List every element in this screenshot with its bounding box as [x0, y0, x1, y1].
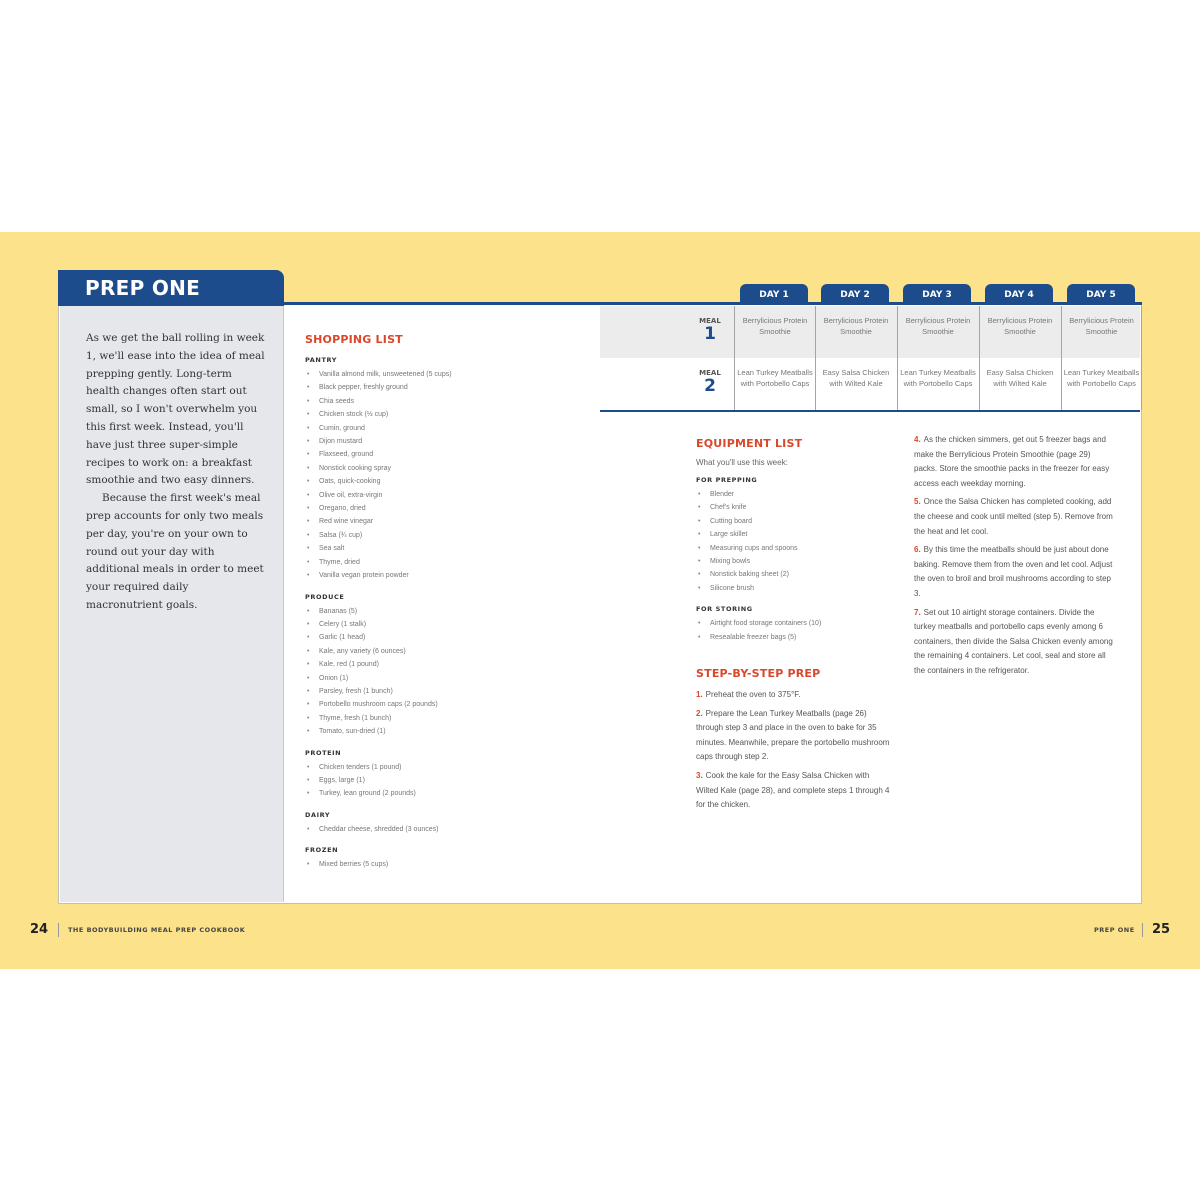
- steps-column-2: [914, 433, 1114, 683]
- meal-cell: Berrylicious Protein Smoothie: [1061, 306, 1142, 358]
- equipment-intro: What you'll use this week:: [696, 458, 788, 467]
- list-item: • Dijon mustard: [305, 435, 555, 448]
- list-item: • Onion (1): [305, 672, 555, 685]
- step-number: 3.: [696, 770, 703, 780]
- meal-cell: Berrylicious Protein Smoothie: [897, 306, 978, 358]
- list-item: • Olive oil, extra-virgin: [305, 489, 555, 502]
- meal-word: MEAL: [699, 369, 721, 377]
- list-item: • Turkey, lean ground (2 pounds): [305, 787, 555, 800]
- step-item: [696, 769, 892, 813]
- section-footer: PREP ONE: [1094, 926, 1135, 934]
- step-item: [914, 606, 1114, 679]
- step-number: 4.: [914, 435, 921, 444]
- list-item: • Cutting board: [696, 515, 896, 528]
- dairy-list: [305, 823, 555, 836]
- meal-cell: Lean Turkey Meatballs with Portobello Caps: [734, 358, 815, 410]
- storing-label: FOR STORING: [696, 605, 753, 614]
- list-item: • Flaxseed, ground: [305, 448, 555, 461]
- list-item: • Tomato, sun-dried (1): [305, 725, 555, 738]
- step-number: 2.: [696, 708, 703, 718]
- list-item: • Garlic (1 head): [305, 631, 555, 644]
- step-text: Preheat the oven to 375°F.: [705, 690, 801, 699]
- step-text: As the chicken simmers, get out 5 freezer bags and make the Berrylicious Protein Smoothie (page 29) packs. Store the smoothie packs in the freezer for easy access each weekday morning.: [914, 435, 1110, 488]
- list-item: • Silicone brush: [696, 582, 896, 595]
- page-title: PREP ONE: [85, 276, 201, 300]
- meal-cell: Berrylicious Protein Smoothie: [815, 306, 896, 358]
- meal-cell: Lean Turkey Meatballs with Portobello Caps: [1061, 358, 1142, 410]
- meal-row-2: [600, 358, 1140, 412]
- intro-paragraph-2: Because the first week's meal prep accounts for only two meals per day, you're on your own to round out your day with additional meals in order to meet your required daily macronutrient goals.: [86, 492, 264, 611]
- footer-separator: [1142, 923, 1143, 937]
- step-item: [696, 707, 892, 765]
- right-page-number: 25: [1152, 922, 1171, 937]
- day-tab-4: DAY 4: [985, 284, 1053, 305]
- list-item: • Mixed berries (5 cups): [305, 858, 555, 871]
- pantry-list: [305, 368, 555, 583]
- step-text: By this time the meatballs should be just about done baking. Remove them from the oven and let cool. Adjust the oven to broil and broil mushrooms according to step 3.: [914, 545, 1113, 598]
- step-by-step-heading: STEP-BY-STEP PREP: [696, 667, 821, 680]
- day-tab-2: DAY 2: [821, 284, 889, 305]
- list-item: • Oats, quick-cooking: [305, 475, 555, 488]
- meal-number: 1: [704, 324, 716, 344]
- meal-cell: Berrylicious Protein Smoothie: [734, 306, 815, 358]
- pantry-label: PANTRY: [305, 356, 338, 364]
- prepping-label: FOR PREPPING: [696, 476, 758, 484]
- list-item: • Large skillet: [696, 528, 896, 541]
- list-item: • Eggs, large (1): [305, 774, 555, 787]
- step-item: [914, 495, 1114, 539]
- day-tab-1: DAY 1: [740, 284, 808, 305]
- day-tab-3: DAY 3: [903, 284, 971, 305]
- list-item: • Chef's knife: [696, 501, 896, 514]
- left-page-number: 24: [30, 922, 49, 937]
- list-item: • Cheddar cheese, shredded (3 ounces): [305, 823, 555, 836]
- book-title-footer: THE BODYBUILDING MEAL PREP COOKBOOK: [68, 926, 246, 934]
- step-number: 6.: [914, 545, 921, 555]
- list-item: • Kale, red (1 pound): [305, 658, 555, 671]
- list-item: • Kale, any variety (6 ounces): [305, 645, 555, 658]
- storing-list: [696, 617, 896, 644]
- step-number: 5.: [914, 497, 921, 507]
- list-item: • Thyme, dried: [305, 556, 555, 569]
- shopping-list: [305, 356, 555, 882]
- list-item: • Salsa (¾ cup): [305, 529, 555, 542]
- list-item: • Thyme, fresh (1 bunch): [305, 712, 555, 725]
- intro-paragraph-1: As we get the ball rolling in week 1, we'll ease into the idea of meal prepping gently. Long-term health changes often start out small, so I won't overwhelm you this first week. Instead, you'll have just three super-simple recipes to work on: a breakfast smoothie and two easy dinners.: [86, 332, 265, 487]
- step-text: Cook the kale for the Easy Salsa Chicken with Wilted Kale (page 28), and complete steps 1 through 4 for the chicken.: [696, 770, 890, 810]
- frozen-label: FROZEN: [305, 846, 339, 855]
- shopping-list-heading: SHOPPING LIST: [305, 333, 403, 346]
- day-tab-5: DAY 5: [1067, 284, 1135, 305]
- footer-separator: [58, 923, 59, 937]
- prepping-list: [696, 488, 896, 595]
- step-text: Set out 10 airtight storage containers. Divide the turkey meatballs and portobello caps evenly among 6 containers, then divide the Salsa Chicken evenly among the remaining 4 containers. Let cool, seal and store all the containers in the refrigerator.: [914, 607, 1113, 675]
- list-item: • Red wine vinegar: [305, 515, 555, 528]
- list-item: • Mixing bowls: [696, 555, 896, 568]
- list-item: • Nonstick baking sheet (2): [696, 568, 896, 581]
- list-item: • Celery (1 stalk): [305, 618, 555, 631]
- step-number: 7.: [914, 607, 921, 617]
- step-text: Prepare the Lean Turkey Meatballs (page 26) through step 3 and place in the oven to bake for 35 minutes. Meanwhile, prepare the portobello mushroom caps through step 2.: [696, 708, 890, 762]
- list-item: • Blender: [696, 488, 896, 501]
- list-item: • Vanilla vegan protein powder: [305, 569, 555, 582]
- meal-number: 2: [704, 376, 716, 396]
- list-item: • Cumin, ground: [305, 422, 555, 435]
- list-item: • Portobello mushroom caps (2 pounds): [305, 698, 555, 711]
- list-item: • Black pepper, freshly ground: [305, 381, 555, 394]
- produce-label: PRODUCE: [305, 592, 345, 601]
- list-item: • Oregano, dried: [305, 502, 555, 515]
- list-item: • Measuring cups and spoons: [696, 542, 896, 555]
- meal-1-label: [688, 306, 732, 343]
- dairy-label: DAIRY: [305, 810, 331, 819]
- step-number: 1.: [696, 690, 703, 699]
- protein-list: [305, 761, 555, 801]
- meal-word: MEAL: [699, 317, 721, 325]
- produce-list: [305, 605, 555, 739]
- meal-row-1: [600, 306, 1140, 360]
- frozen-list: [305, 858, 555, 871]
- meal-cell: Lean Turkey Meatballs with Portobello Caps: [897, 358, 978, 410]
- list-item: • Parsley, fresh (1 bunch): [305, 685, 555, 698]
- step-item: [914, 543, 1114, 601]
- meal-2-label: [688, 358, 732, 395]
- steps-column-1: [696, 688, 892, 817]
- list-item: • Resealable freezer bags (5): [696, 631, 896, 644]
- intro-text: [86, 330, 266, 615]
- list-item: • Chia seeds: [305, 395, 555, 408]
- step-text: Once the Salsa Chicken has completed cooking, add the cheese and cook until melted (step 5). Remove from the heat and let cool.: [914, 497, 1113, 536]
- meal-cell: Easy Salsa Chicken with Wilted Kale: [815, 358, 896, 410]
- list-item: • Chicken stock (½ cup): [305, 408, 555, 421]
- list-item: • Airtight food storage containers (10): [696, 617, 896, 630]
- title-tab: [58, 270, 284, 306]
- list-item: • Vanilla almond milk, unsweetened (5 cups): [305, 368, 555, 381]
- equipment-list: [696, 458, 896, 654]
- protein-label: PROTEIN: [305, 748, 342, 757]
- meal-cell: Berrylicious Protein Smoothie: [979, 306, 1060, 358]
- list-item: • Bananas (5): [305, 605, 555, 618]
- list-item: • Nonstick cooking spray: [305, 462, 555, 475]
- equipment-list-heading: EQUIPMENT LIST: [696, 437, 803, 450]
- list-item: • Chicken tenders (1 pound): [305, 761, 555, 774]
- step-item: [696, 688, 892, 703]
- list-item: • Sea salt: [305, 542, 555, 555]
- step-item: [914, 433, 1114, 491]
- meal-cell: Easy Salsa Chicken with Wilted Kale: [979, 358, 1060, 410]
